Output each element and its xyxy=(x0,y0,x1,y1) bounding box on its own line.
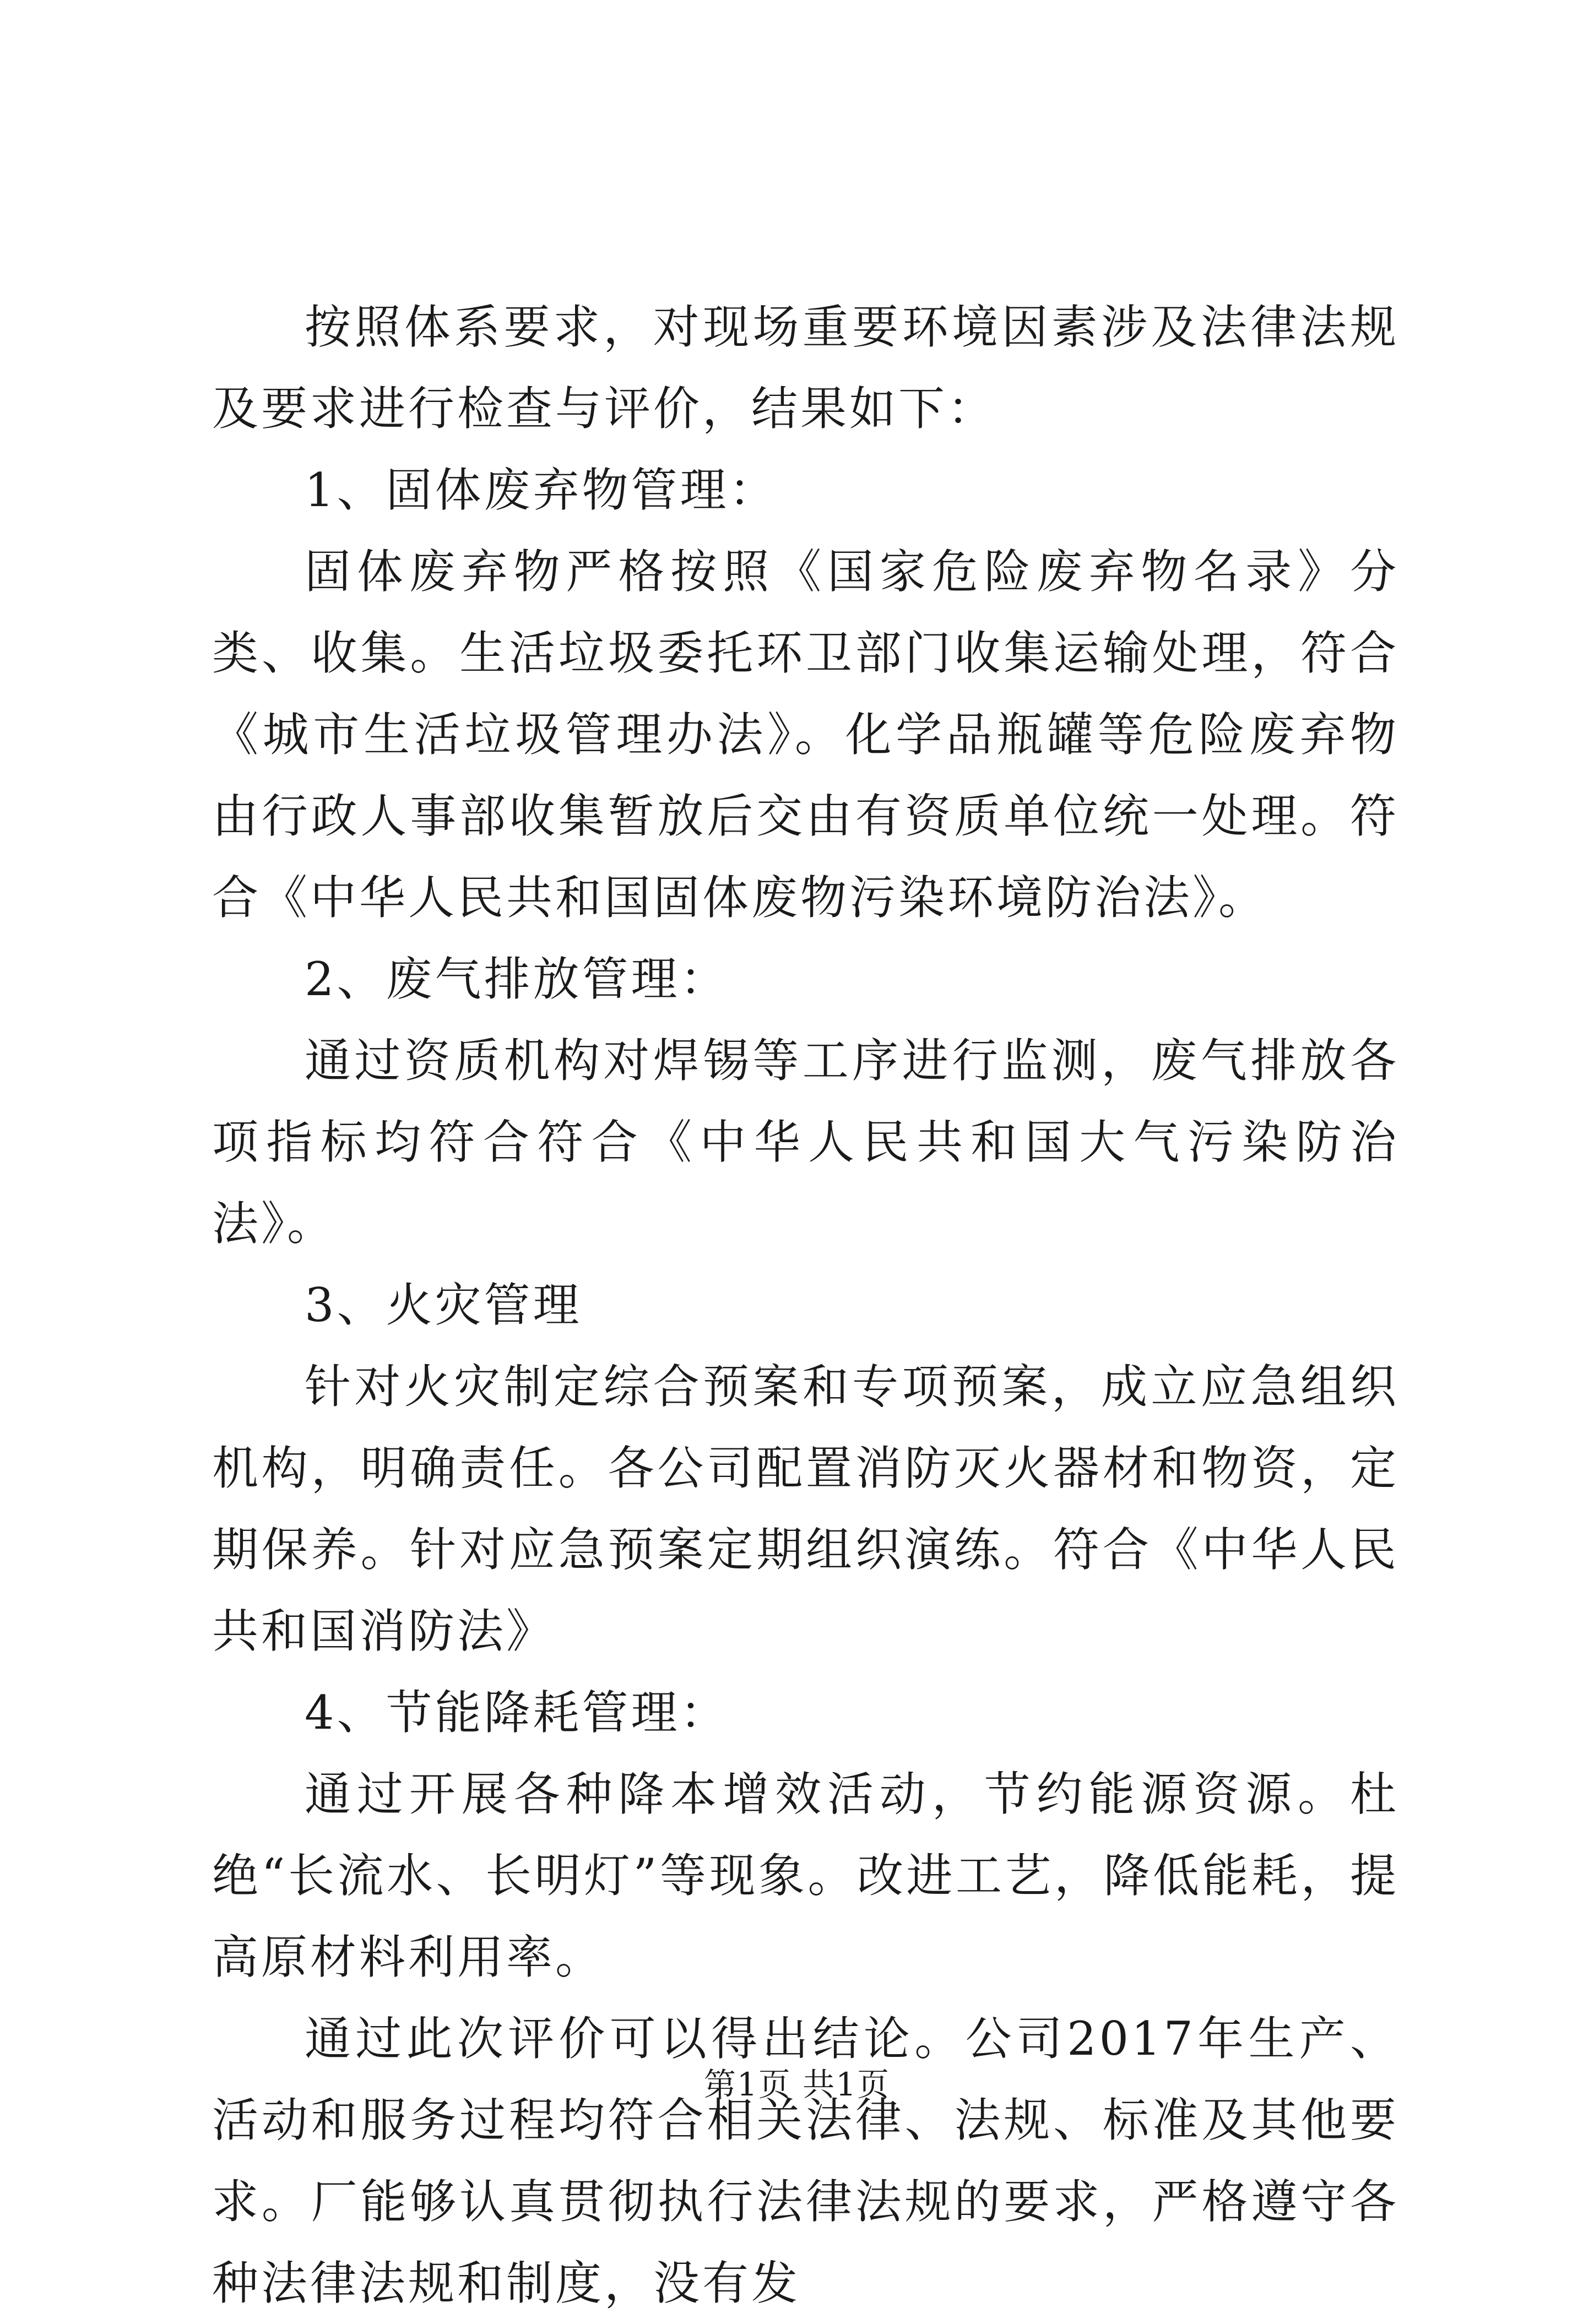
page-footer: 第1页 共1页 xyxy=(703,2066,891,2103)
solid-waste-paragraph: 固体废弃物严格按照《国家危险废弃物名录》分类、收集。生活垃圾委托环卫部门收集运输处理，符合《城市生活垃圾管理办法》。化学品瓶罐等危险废弃物由行政人事部收集暂放后交由有资质单位统一处理。符合《中华人民共和国固体废物污染环境防治法》。 xyxy=(212,545,1399,925)
exhaust-gas-paragraph: 通过资质机构对焊锡等工序进行监测，废气排放各项指标均符合符合《中华人民共和国大气污染防治法》。 xyxy=(212,1034,1399,1251)
fire-paragraph: 针对火灾制定综合预案和专项预案，成立应急组织机构，明确责任。各公司配置消防灭火器材和物资，定期保养。针对应急预案定期组织演练。符合《中华人民共和国消防法》 xyxy=(212,1360,1399,1658)
section-heading-exhaust-gas: 2、废气排放管理： xyxy=(305,952,729,1006)
document-body xyxy=(212,286,1399,2324)
conclusion-paragraph: 通过此次评价可以得出结论。公司2017年生产、活动和服务过程均符合相关法律、法规、标准及其他要求。厂能够认真贯彻执行法律法规的要求，严格遵守各种法律法规和制度，没有发 xyxy=(212,2012,1399,2310)
intro-paragraph: 按照体系要求，对现场重要环境因素涉及法律法规及要求进行检查与评价，结果如下： xyxy=(212,300,1399,436)
energy-saving-paragraph: 通过开展各种降本增效活动，节约能源资源。杜绝“长流水、长明灯”等现象。改进工艺，降低能耗，提高原材料利用率。 xyxy=(212,1767,1399,1984)
section-heading-energy-saving: 4、节能降耗管理： xyxy=(305,1686,729,1740)
section-heading-fire: 3、火灾管理 xyxy=(305,1278,582,1332)
section-heading-solid-waste: 1、固体废弃物管理： xyxy=(305,463,778,517)
